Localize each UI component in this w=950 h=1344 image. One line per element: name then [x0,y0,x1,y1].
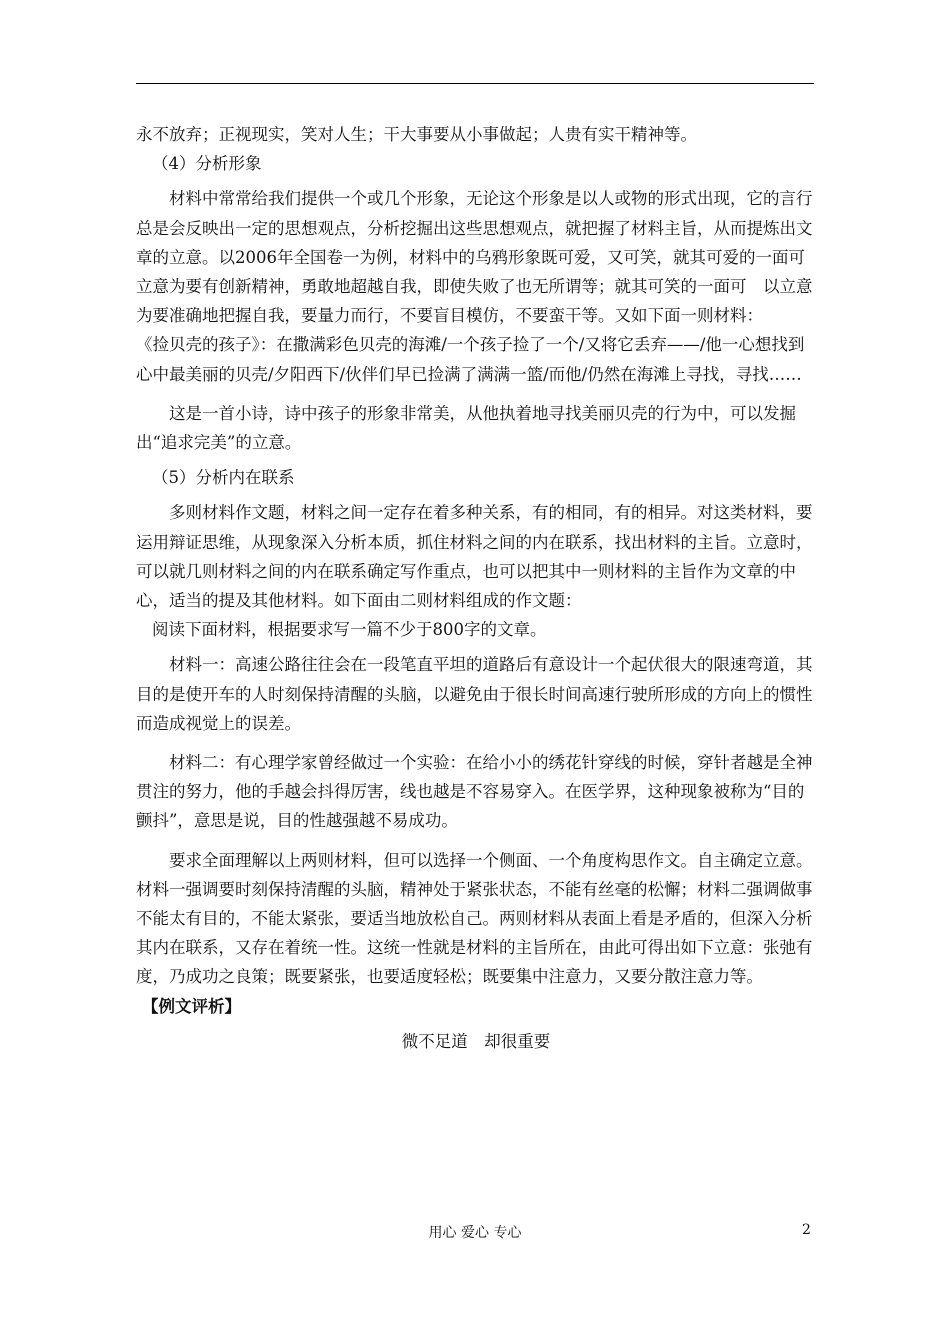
essay-title: 微不足道 却很重要 [401,1031,551,1051]
paragraph-poem-comment: 这是一首小诗，诗中孩子的形象非常美，从他执着地寻找美丽贝壳的行为中，可以发掘出“追求完美”的立意。 [136,403,796,453]
page-number: 2 [802,1222,811,1238]
paragraph-prompt: 阅读下面材料，根据要求写一篇不少于800字的文章。 [152,620,547,640]
paragraph-poem: 《捡贝壳的孩子》：在撒满彩色贝壳的海滩/一个孩子捡了一个/又将它丢弃——/他一心想找到心中最美丽的贝壳/夕阳西下/伙伴们早已捡满了满满一篮/而他/仍然在海滩上寻找，寻找…… [136,335,805,384]
paragraph-material-analysis: 材料一强调要时刻保持清醒的头脑，精神处于紧张状态，不能有丝毫的松懈；材料二强调做事不能太有目的，不能太紧张，要适当地放松自己。两则材料从表面上看是矛盾的，但深入分析其内在联系，又存在着统一性。这统一性就是材料的主旨所在，由此可得出如下立意：张弛有度，乃成功之良策；既要紧张，也要适度轻松；既要集中注意力，又要分散注意力等。 [136,879,813,987]
header-rule [136,83,814,84]
section-heading: 【例文评析】 [142,996,241,1016]
subheading-analyze-image: （4）分析形象 [152,154,262,174]
paragraph-requirement: 要求全面理解以上两则材料，但可以选择一个侧面、一个角度构思作文。自主确定立意。 [169,850,813,870]
paragraph-material-one: 材料一：高速公路往往会在一段笔直平坦的道路后有意设计一个起伏很大的限速弯道，其目的是使开车的人时刻保持清醒的头脑，以避免由于很长时间高速行驶所形成的方向上的惯性而造成视觉上的误差。 [136,655,813,733]
paragraph-multi-material: 多则材料作文题，材料之间一定存在着多种关系，有的相同，有的相异。对这类材料，要运用辩证思维，从现象深入分析本质，抓住材料之间的内在联系，找出材料的主旨。立意时，可以就几则材料之间的内在联系确定写作重点，也可以把其中一则材料的主旨作为文章的中心，适当的提及其他材料。如下面由二则材料组成的作文题： [136,503,813,611]
paragraph-material-two: 材料二：有心理学家曾经做过一个实验：在给小小的绣花针穿线的时候，穿针者越是全神贯注的努力，他的手越会抖得厉害，线也越是不容易穿入。在医学界，这种现象被称为“目的颤抖”，意思是说，目的性越强越不易成功。 [136,753,813,831]
document-body [136,120,816,1056]
paragraph-conclusion-list: 永不放弃；正视现实，笑对人生；干大事要从小事做起；人贵有实干精神等。 [136,125,697,144]
subheading-internal-connection: （5）分析内在联系 [152,468,295,488]
paragraph-image-analysis: 材料中常常给我们提供一个或几个形象，无论这个形象是以人或物的形式出现，它的言行总是会反映出一定的思想观点，分析挖掘出这些思想观点，就把握了材料主旨，从而提炼出文章的立意。以2006年全国卷一为例，材料中的乌鸦形象既可爱，又可笑，就其可爱的一面可立意为要有创新精神，勇敢地超越自我，即使失败了也无所谓等；就其可笑的一面可 以立意为要准确地把握自我，要量力而行，不要盲目模仿，不要蛮干等。又如下面一则材料： [136,189,813,326]
footer-text: 用心 爱心 专心 [428,1225,522,1241]
